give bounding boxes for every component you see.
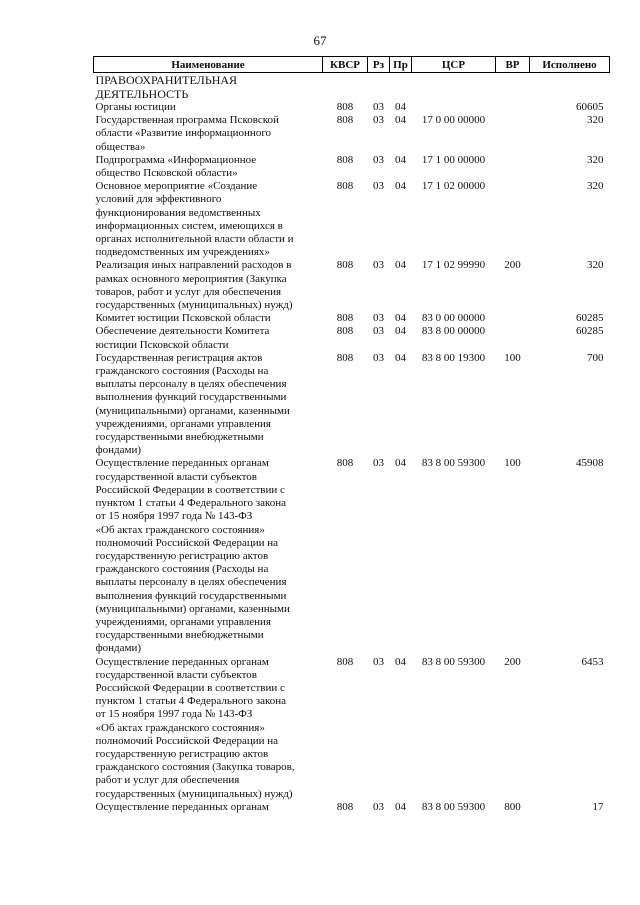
cell-done: 320: [587, 259, 604, 272]
cell-rz: 03: [373, 180, 384, 193]
cell-done: 320: [587, 114, 604, 127]
cell-name: Осуществление переданных органам государственной власти субъектов Российской Федерации в соответствии с пунктом 1 статьи 4 Федерального закона от 15 ноября 1997 года № 143-ФЗ «Об актах гражданского состояния» полномочий Российской Федерации на государственную регистрацию актов гражданского состояния (Закупка товаров, работ и услуг для обеспечения государственных (муниципальных) нужд): [95, 655, 295, 800]
cell-done: 60605: [576, 101, 604, 113]
cell-csr: 83 8 00 00000: [421, 325, 486, 338]
cell-vr: 100: [504, 457, 521, 470]
cell-kvsr: [323, 73, 368, 102]
cell-kvsr: 808: [336, 312, 354, 325]
cell-rz: 03: [373, 114, 384, 127]
header-rz: Рз: [368, 57, 390, 73]
table-header: [94, 57, 610, 73]
cell-done: 17: [592, 800, 604, 813]
cell-rz: 03: [373, 259, 384, 272]
cell-rz: 03: [373, 457, 384, 470]
cell-name: Государственная регистрация актов гражданского состояния (Расходы на выплаты персоналу в целях обеспечения выполнения функций государственными (муниципальными) органами, казенными учреждениями, органами управления государственными внебюджетными фондами): [95, 351, 290, 457]
cell-name: Реализация иных направлений расходов в рамках основного мероприятия (Закупка товаров, работ и услуг для обеспечения государственных (муниципальных) нужд): [95, 259, 293, 312]
table-row: [94, 101, 610, 114]
cell-pr: 04: [395, 655, 406, 668]
cell-csr: [412, 101, 496, 114]
cell-rz: 03: [373, 101, 384, 113]
header-csr: ЦСР: [412, 57, 496, 73]
cell-kvsr: 808: [336, 325, 354, 338]
cell-name: ПРАВООХРАНИТЕЛЬНАЯ ДЕЯТЕЛЬНОСТЬ: [95, 73, 238, 101]
table-row: [94, 154, 610, 180]
cell-name: Основное мероприятие «Создание условий для эффективного функционирования ведомственных информационных систем, имеющихся в органах исполнительной власти области и подведомственных им учреждениях»: [95, 180, 294, 259]
cell-csr: 83 8 00 19300: [421, 351, 486, 364]
cell-done: 60285: [576, 312, 604, 325]
cell-pr: 04: [395, 101, 406, 113]
cell-pr: 04: [395, 800, 406, 813]
cell-name: Подпрограмма «Информационное общество Псковской области»: [95, 153, 257, 180]
cell-name: Государственная программа Псковской области «Развитие информационного общества»: [95, 114, 279, 153]
cell-rz: 03: [373, 312, 384, 325]
table-row: [94, 801, 610, 814]
cell-vr: 200: [504, 655, 521, 668]
table-row: [94, 259, 610, 312]
header-kvsr: КВСР: [323, 57, 368, 73]
cell-kvsr: 808: [336, 180, 354, 193]
cell-pr: 04: [395, 351, 406, 364]
cell-rz: [368, 73, 390, 102]
cell-vr: [496, 180, 530, 259]
cell-csr: 83 0 00 00000: [421, 312, 486, 325]
cell-done: 700: [587, 351, 604, 364]
cell-kvsr: 808: [336, 800, 354, 813]
cell-rz: 03: [373, 655, 384, 668]
budget-table: [93, 56, 610, 814]
cell-rz: 03: [373, 153, 384, 166]
cell-csr: 83 8 00 59300: [421, 800, 486, 813]
cell-name: Органы юстиции: [95, 101, 176, 113]
cell-vr: 200: [504, 259, 521, 272]
header-name: Наименование: [94, 57, 323, 73]
cell-pr: 04: [395, 457, 406, 470]
cell-pr: 04: [395, 114, 406, 127]
table-row: [94, 114, 610, 154]
table-row: [94, 180, 610, 259]
cell-name: Обеспечение деятельности Комитета юстиции Псковской области: [95, 325, 270, 351]
cell-rz: 03: [373, 800, 384, 813]
cell-csr: 83 8 00 59300: [421, 655, 486, 668]
cell-vr: [496, 73, 530, 102]
cell-vr: [496, 325, 530, 351]
cell-done: 45908: [576, 457, 604, 470]
cell-csr: 17 1 02 00000: [421, 180, 486, 193]
cell-kvsr: 808: [336, 259, 354, 272]
table-row: [94, 656, 610, 801]
cell-done: 60285: [576, 325, 604, 338]
header-vr: ВР: [496, 57, 530, 73]
cell-csr: 17 0 00 00000: [421, 114, 486, 127]
cell-pr: 04: [395, 259, 406, 272]
cell-csr: 17 1 00 00000: [421, 153, 486, 166]
section-row: [94, 73, 610, 102]
table-row: [94, 325, 610, 351]
cell-done: 320: [587, 153, 604, 166]
cell-csr: 17 1 02 99990: [421, 259, 486, 272]
cell-pr: 04: [395, 153, 406, 166]
cell-pr: 04: [395, 312, 406, 325]
cell-pr: [390, 73, 412, 102]
cell-name: Комитет юстиции Псковской области: [95, 312, 271, 325]
cell-vr: 800: [504, 800, 521, 813]
cell-kvsr: 808: [336, 457, 354, 470]
cell-vr: [496, 101, 530, 114]
header-pr: Пр: [390, 57, 412, 73]
cell-kvsr: 808: [336, 351, 354, 364]
page-number: 67: [313, 33, 327, 48]
cell-vr: [496, 114, 530, 154]
cell-name: Осуществление переданных органам государственной власти субъектов Российской Федерации в соответствии с пунктом 1 статьи 4 Федерального закона от 15 ноября 1997 года № 143-ФЗ «Об актах гражданского состояния» полномочий Российской Федерации на государственную регистрацию актов гражданского состояния (Расходы на выплаты персоналу в целях обеспечения выполнения функций государственными (муниципальными) органами, казенными учреждениями, органами управления государственными внебюджетными фондами): [95, 457, 290, 655]
cell-kvsr: 808: [336, 655, 354, 668]
cell-vr: [496, 312, 530, 325]
cell-rz: 03: [373, 325, 384, 338]
cell-done: 6453: [581, 655, 604, 668]
cell-kvsr: 808: [336, 101, 354, 113]
cell-name: Осуществление переданных органам: [95, 800, 269, 813]
cell-kvsr: 808: [336, 114, 354, 127]
cell-pr: 04: [395, 325, 406, 338]
cell-done: [530, 73, 610, 102]
cell-pr: 04: [395, 180, 406, 193]
table-row: [94, 312, 610, 325]
header-done: Исполнено: [530, 57, 610, 73]
cell-vr: [496, 154, 530, 180]
cell-rz: 03: [373, 351, 384, 364]
cell-done: 320: [587, 180, 604, 193]
cell-kvsr: 808: [336, 153, 354, 166]
cell-csr: [412, 73, 496, 102]
table-body: [94, 73, 610, 814]
cell-csr: 83 8 00 59300: [421, 457, 486, 470]
cell-vr: 100: [504, 351, 521, 364]
table-row: [94, 352, 610, 458]
table-row: [94, 457, 610, 655]
